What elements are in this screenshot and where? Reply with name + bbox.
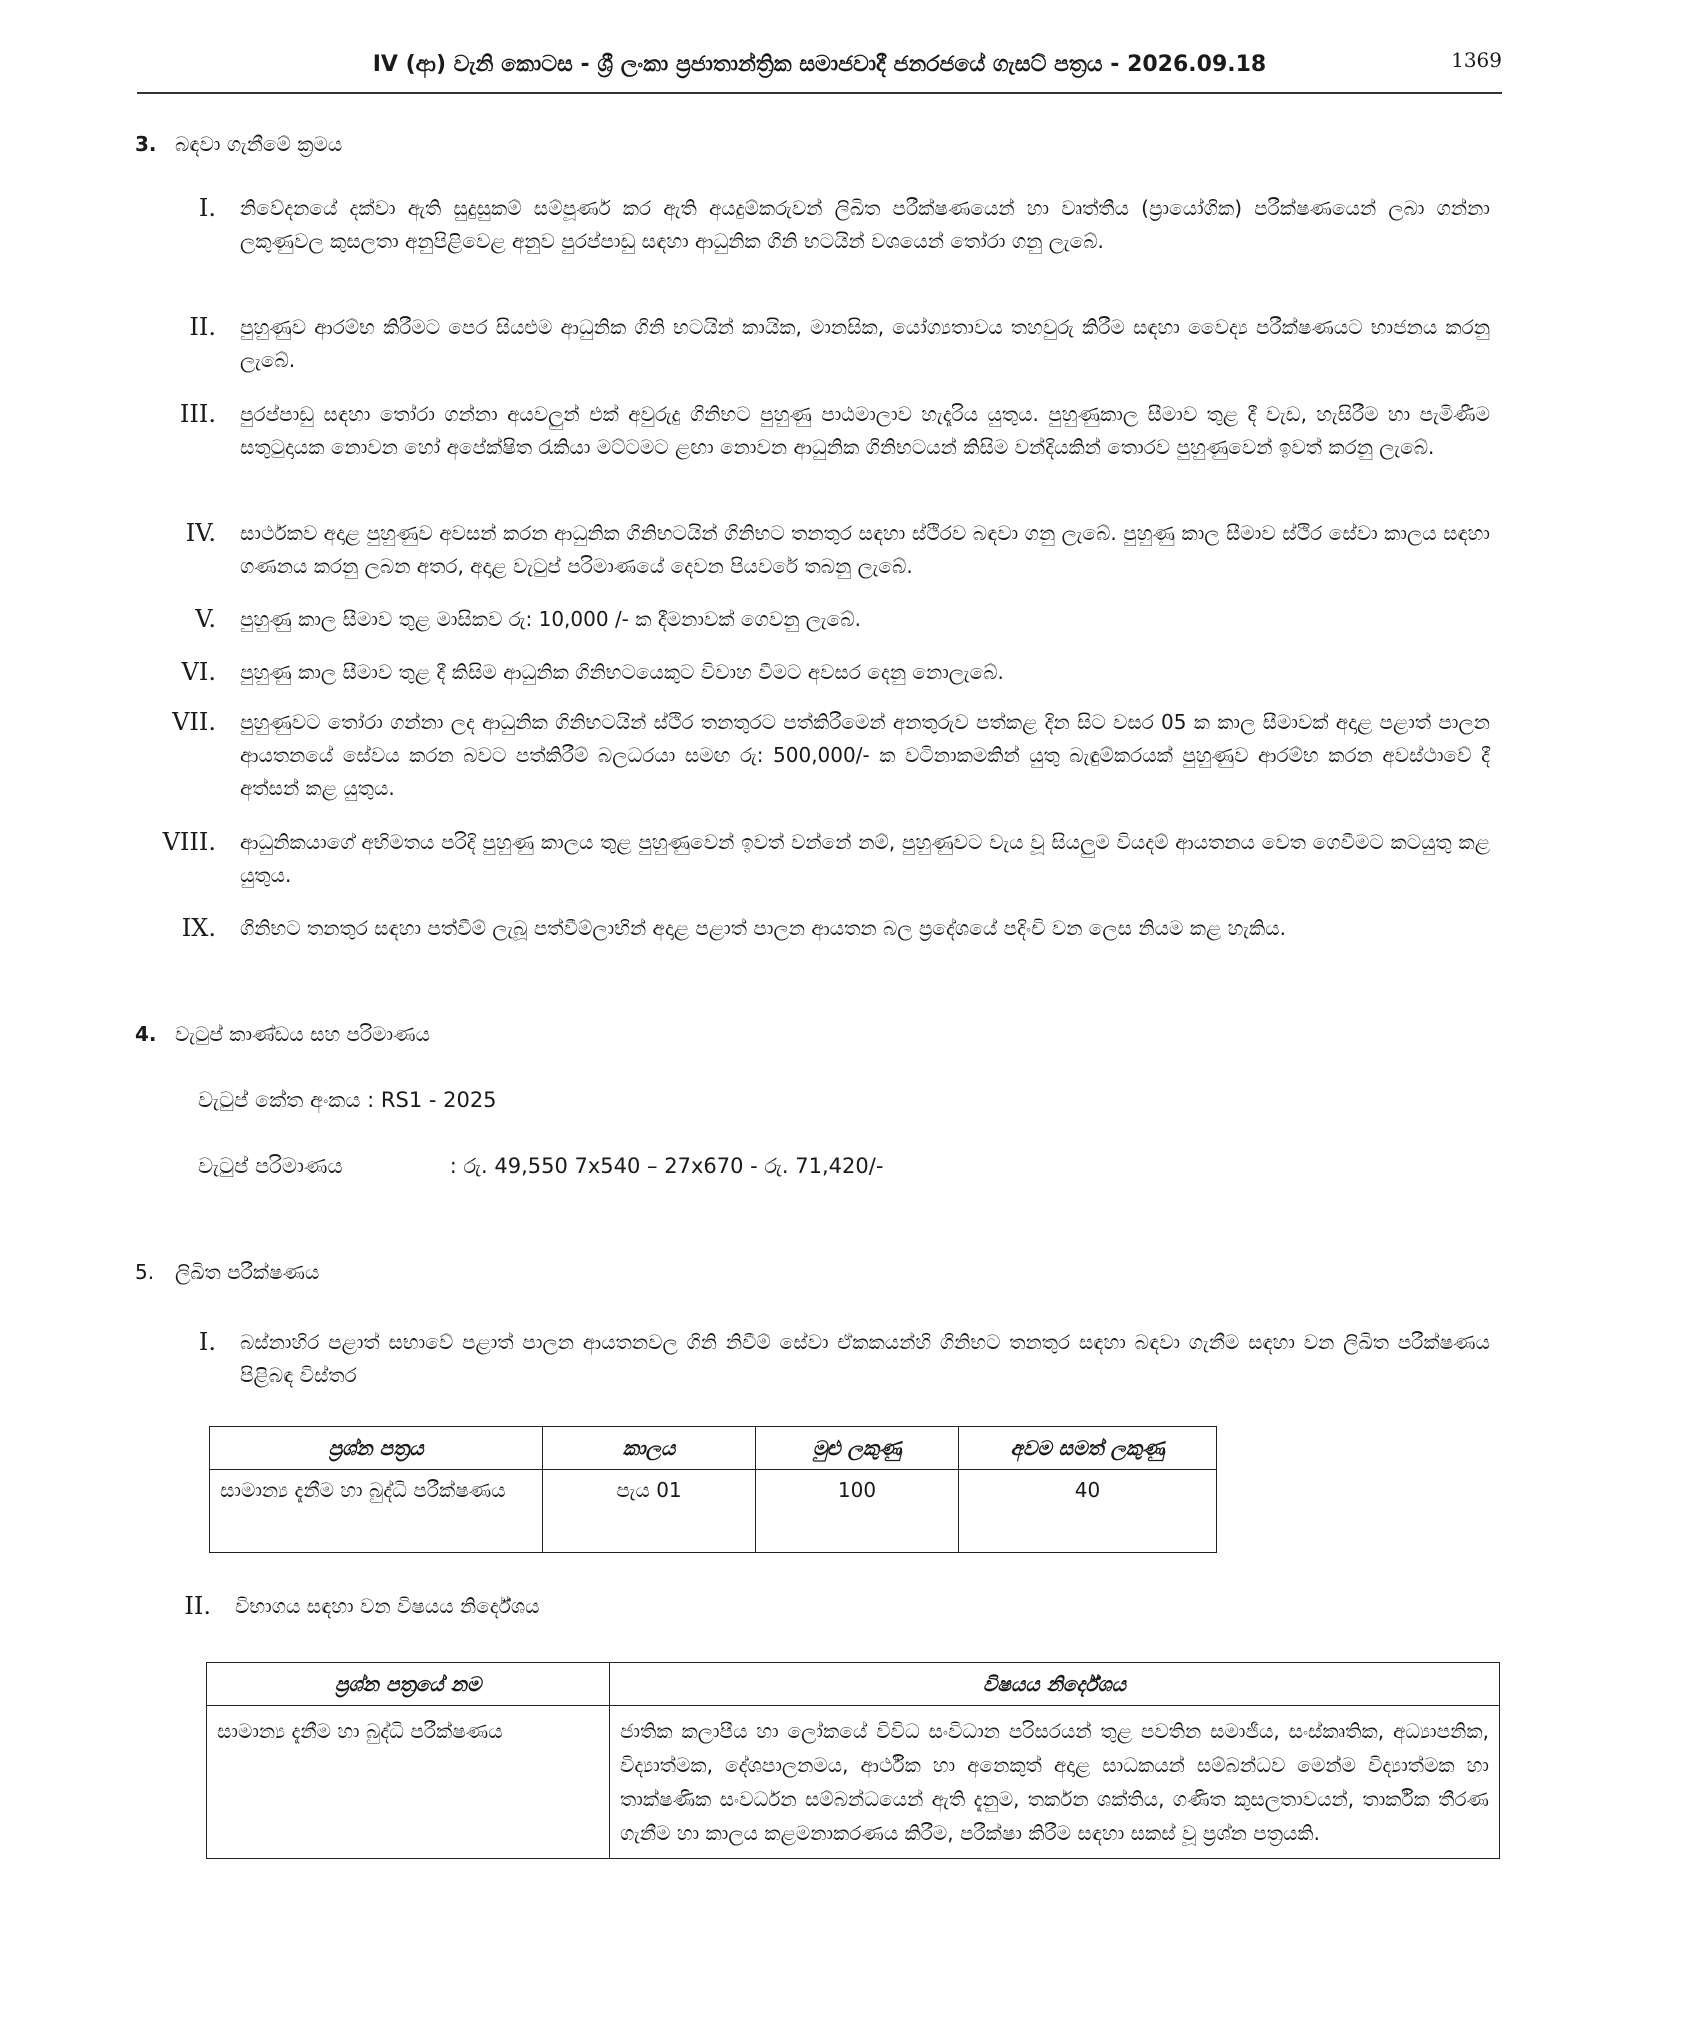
column-header: කාලය [543, 1427, 756, 1470]
syllabus-table [206, 1662, 1500, 1859]
roman-numeral: VIII. [162, 828, 216, 856]
list-item [160, 656, 1490, 689]
section-number: 3. [135, 132, 157, 156]
item-text: සාර්ථකව අදාළ පුහුණුව අවසන් කරන ආධුනික ගිනිභටයින් ගිනිභට තනතුර සඳහා ස්ථිරව බඳවා ගනු ලැබේ. පුහුණු කාල සීමාව ස්ථිර සේවා කාලය සඳහා ගණනය කරනු ලබන අතර, අදාළ වැටුප් පරිමාණයේ දෙවන පියවරේ තබනු ලැබේ. [240, 521, 1490, 578]
table-header-row [207, 1663, 1500, 1706]
column-header: ප්‍රශ්න පත්‍රයේ නම [207, 1663, 610, 1706]
table-row [207, 1706, 1500, 1859]
section-number: 4. [135, 1022, 157, 1046]
list-item [160, 603, 1490, 636]
item-text: ආධුනිකයාගේ අභිමතය පරිදි පුහුණු කාලය තුළ පුහුණුවෙන් ඉවත් වන්නේ නම්, පුහුණුවට වැය වූ සියලුම වියදම් ආයතනය වෙත ගෙවීමට කටයුතු කළ යුතුය. [240, 830, 1490, 887]
page-header [137, 42, 1502, 94]
roman-numeral: VI. [181, 658, 216, 686]
table-cell: පැය 01 [543, 1470, 756, 1553]
section-5-heading [135, 1260, 319, 1284]
list-item [160, 826, 1490, 892]
list-item [160, 192, 1490, 258]
item-text: පුහුණුවට තෝරා ගන්නා ලද ආධුනික ගිනිභටයින් ස්ථිර තනතුරට පත්කිරීමෙන් අනතුරුව පත්කළ දින සිට වසර 05 ක කාල සීමාවක් අදාළ පළාත් පාලන ආයතනයේ සේවය කරන බවට පත්කිරීම් බලධරයා සමඟ රු: 500,000/- ක වටිනාකමකින් යුතු බැඳුම්කරයක් පුහුණුව ආරම්භ කරන අවස්ථාවේ දී අත්සන් කළ යුතුය. [240, 710, 1490, 800]
salary-scale-value: : රු. 49,550 7x540 – 27x670 - රු. 71,420/- [449, 1154, 884, 1178]
item-text: විභාගය සඳහා වන විෂයය නිර්දේශය [235, 1594, 540, 1618]
roman-numeral: VII. [172, 708, 216, 736]
roman-numeral: V. [195, 605, 216, 633]
salary-scale-label: වැටුප් පරිමාණය [198, 1154, 343, 1178]
roman-numeral: I. [198, 194, 216, 222]
section-title: ලිඛිත පරීක්ෂණය [175, 1260, 320, 1284]
item-text: බස්නාහිර පළාත් සභාවේ පළාත් පාලන ආයතනවල ගිනි නිවීම් සේවා ඒකකයන්හි ගිනිභට තනතුර සඳහා බඳවා ගැනීම සඳහා වන ලිඛිත පරීක්ෂණය පිළිබඳ විස්තර [240, 1330, 1490, 1387]
column-header: ප්‍රශ්න පත්‍රය [210, 1427, 543, 1470]
list-item [160, 398, 1490, 464]
salary-code [198, 1088, 497, 1113]
column-header: අවම සමත් ලකුණු [959, 1427, 1217, 1470]
list-item [160, 517, 1490, 583]
roman-numeral: I. [198, 1328, 216, 1356]
roman-numeral: II. [184, 1592, 211, 1620]
column-header: මුළු ලකුණු [756, 1427, 959, 1470]
roman-numeral: III. [179, 400, 216, 428]
item-text: නිවේදනයේ දක්වා ඇති සුදුසුකම් සම්පූර්ණ කර ඇති අයදුම්කරුවන් ලිඛිත පරීක්ෂණයෙන් හා වෘත්තීය (ප්‍රායෝගික) පරීක්ෂණයෙන් ලබා ගන්නා ලකුණුවල කුසලතා අනුපිළිවෙළ අනුව පුරප්පාඩු සඳහා ආධුනික ගිනි භටයින් වශයෙන් තෝරා ගනු ලැබේ. [240, 196, 1490, 253]
list-item [160, 1326, 1490, 1392]
section-4-heading [135, 1022, 430, 1046]
exam-paper-table [209, 1426, 1217, 1553]
section-3-heading [135, 132, 342, 156]
table-header-row [210, 1427, 1217, 1470]
section-title: වැටුප් කාණ්ඩය සහ පරිමාණය [175, 1022, 430, 1046]
table-cell: සාමාන්‍ය දැනීම හා බුද්ධි පරීක්ෂණය [207, 1706, 610, 1859]
item-text: පුහුණු කාල සීමාව තුළ දී කිසිම ආධුනික ගිනිභටයෙකුට විවාහ වීමට අවසර දෙනු නොලැබේ. [240, 660, 1004, 684]
section-title: බඳවා ගැනීමේ ක්‍රමය [175, 132, 343, 156]
table-cell: 40 [959, 1470, 1217, 1553]
list-item [160, 912, 1490, 945]
section-number: 5. [135, 1260, 155, 1284]
roman-numeral: IV. [185, 519, 216, 547]
item-text: පුහුණු කාල සීමාව තුළ මාසිකව රු: 10,000 /- ක දීමනාවක් ගෙවනු ලැබේ. [240, 607, 861, 631]
page-number: 1369 [1451, 48, 1502, 72]
salary-code-label: වැටුප් කේත අංකය [198, 1088, 361, 1112]
column-header: විෂයය නිර්දේශය [610, 1663, 1500, 1706]
table-cell: සාමාන්‍ය දැනීම හා බුද්ධි පරීක්ෂණය [210, 1470, 543, 1553]
item-text: පුහුණුව ආරම්භ කිරීමට පෙර සියළුම ආධුනික ගිනි භටයින් කායික, මානසික, යෝග්‍යතාවය තහවුරු කිරීම සඳහා වෛද්‍ය පරීක්ෂණයට භාජනය කරනු ලැබේ. [240, 315, 1490, 372]
list-item [165, 1590, 1495, 1623]
gazette-title: IV (ආ) වැනි කොටස - ශ්‍රී ලංකා ප්‍රජාතාන්ත්‍රික සමාජවාදී ජනරජයේ ගැසට් පත්‍රය - 2026.09.18 [372, 52, 1267, 77]
item-text: පුරප්පාඩු සඳහා තෝරා ගන්නා අයවලුන් එක් අවුරුදු ගිනිභට පුහුණු පාඨමාලාව හැදෑරිය යුතුය. පුහුණුකාල සීමාව තුළ දී වැඩ, හැසිරීම හා පැමිණීම සතුටුදායක නොවන හෝ අපේක්ෂිත රැකියා මට්ටමට ළඟා නොවන ආධුනික ගිනිභටයන් කිසිම වන්දියකින් තොරව පුහුණුවෙන් ඉවත් කරනු ලැබේ. [240, 402, 1490, 459]
list-item [160, 311, 1490, 377]
list-item [160, 706, 1490, 805]
roman-numeral: IX. [181, 914, 216, 942]
salary-code-value: : RS1 - 2025 [367, 1088, 497, 1112]
salary-scale [198, 1154, 883, 1179]
table-row [210, 1470, 1217, 1553]
table-cell: ජාතික කලාපීය හා ලෝකයේ විවිධ සංවිධාන පරිසරයන් තුළ පවතින සමාජීය, සංස්කෘතික, අධ්‍යාපනික, විද්‍යාත්මක, දේශපාලනමය, ආර්ථික හා අනෙකුත් අදාළ සාධකයන් සම්බන්ධව මෙන්ම විද්‍යාත්මක හා තාක්ෂණික සංවර්ධන සම්බන්ධයෙන් ඇති දැනුම, තර්කන ශක්තිය, ගණිත කුසලතාවයන්, තාර්කික තීරණ ගැනීම හා කාලය කළමනාකරණය කිරීම, පරීක්ෂා කිරීම සඳහා සකස් වූ ප්‍රශ්න පත්‍රයකි. [610, 1706, 1500, 1859]
item-text: ගිනිභට තනතුර සඳහා පත්වීම් ලැබූ පත්වීම්ලාභින් අදාළ පළාත් පාලන ආයතන බල ප්‍රදේශයේ පදිංචි වන ලෙස නියම කළ හැකිය. [240, 916, 1286, 940]
roman-numeral: II. [189, 313, 216, 341]
table-cell: 100 [756, 1470, 959, 1553]
